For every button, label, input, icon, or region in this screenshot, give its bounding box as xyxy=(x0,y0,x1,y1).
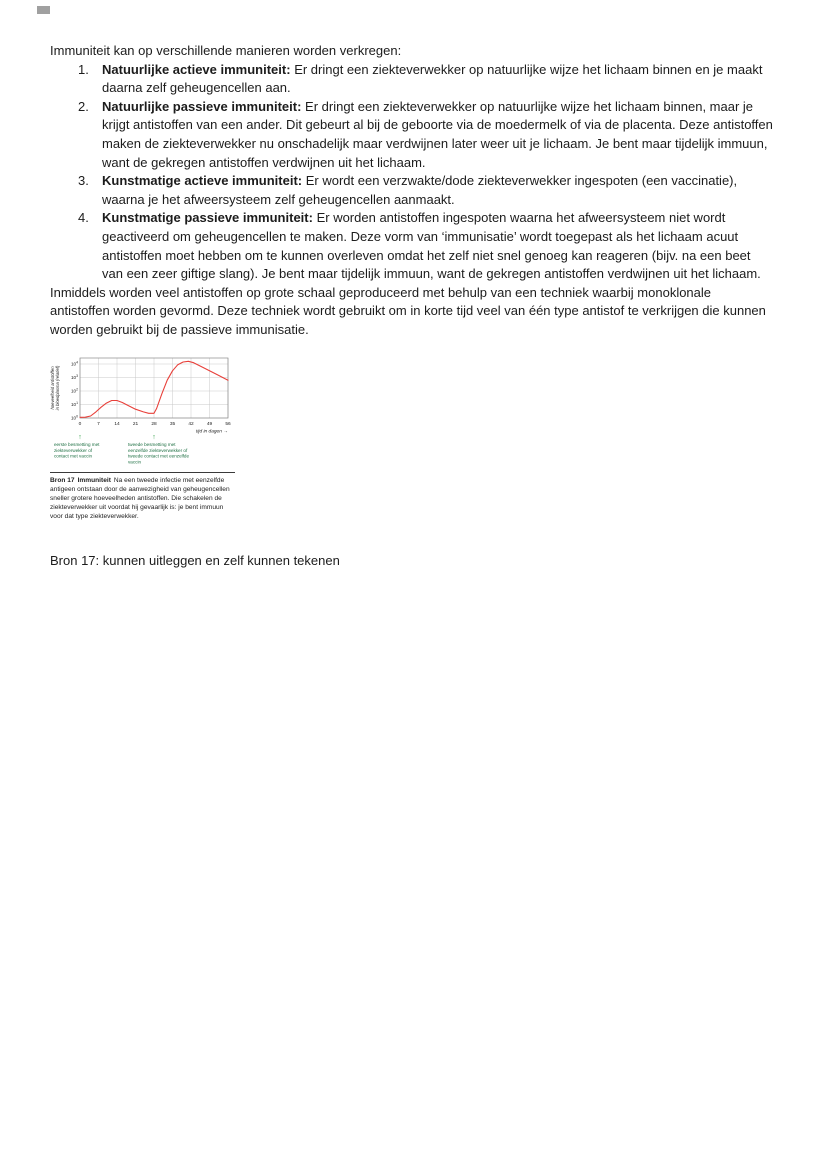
svg-text:0: 0 xyxy=(78,421,82,427)
svg-text:104: $10^4$ xyxy=(70,360,78,367)
svg-text:103: $10^3$ xyxy=(70,373,78,380)
svg-text:101: $10^1$ xyxy=(70,400,78,407)
bron17-figure xyxy=(50,354,238,522)
svg-text:7: 7 xyxy=(97,421,100,427)
list-item-title: Kunstmatige passieve immuniteit: xyxy=(102,210,313,226)
svg-text:35: 35 xyxy=(169,421,176,427)
closing-paragraph: Inmiddels worden veel antistoffen op grote schaal geproduceerd met behulp van een techniek waarbij monoklonale antistoffen worden gevormd. Deze techniek wordt gebruikt om in korte tijd veel van één type antistof te verkrijgen die kunnen worden gebruikt bij de passieve immunisatie. xyxy=(50,284,766,337)
list-item xyxy=(78,61,774,98)
svg-text:102: $10^2$ xyxy=(70,387,78,394)
immunity-chart-svg xyxy=(50,354,235,470)
svg-text:tweede contact met eenzelfde: tweede contact met eenzelfde xyxy=(128,453,190,459)
figure-caption-text: Na een tweede infectie met eenzelfde antigeen ontstaan door de aanwezigheid van geheugencellen sneller grotere hoeveelheden antistoffen. Die schakelen de ziekteverwekker uit voordat hij gevaarlijk is: je bent immuun voor dat type ziekteverwekker. xyxy=(50,476,230,521)
svg-text:28: 28 xyxy=(151,421,157,427)
svg-text:42: 42 xyxy=(188,421,194,427)
list-item xyxy=(78,209,774,283)
svg-text:56: 56 xyxy=(225,421,231,427)
svg-text:21: 21 xyxy=(132,421,139,427)
list-item xyxy=(78,172,774,209)
list-item-number: 2. xyxy=(78,98,89,114)
bron17-note: Bron 17: kunnen uitleggen en zelf kunnen tekenen xyxy=(50,552,340,568)
svg-text:14: 14 xyxy=(114,421,120,427)
list-item-number: 1. xyxy=(78,61,89,77)
list-item-text xyxy=(102,61,774,98)
svg-text:tweede besmetting met: tweede besmetting met xyxy=(128,441,176,447)
document-content xyxy=(0,0,828,570)
svg-text:tijd in dagen →: tijd in dagen → xyxy=(196,429,228,434)
list-item-title: Kunstmatige actieve immuniteit: xyxy=(102,173,303,189)
svg-text:↑: ↑ xyxy=(78,433,82,441)
figure-caption-title: Immuniteit xyxy=(77,476,111,484)
screen-artifact xyxy=(37,6,50,14)
figure-divider xyxy=(50,472,235,473)
list-item-body: Er dringt een ziekteverwekker op natuurlijke wijze het lichaam binnen, maar je krijgt antistoffen van een ander. Dit gebeurt al bij de geboorte via de moedermelk of via de placenta. Deze antistoffen maken de ziekteverwekker nu onschadelijk maar verdwijnen later weer uit je lichaam. Je bent maar tijdelijk immuun, want de gekregen antistoffen verdwijnen uit het lichaam. xyxy=(102,98,773,170)
svg-text:contact met vaccin: contact met vaccin xyxy=(54,453,93,459)
svg-text:eenzelfde ziekteverwekker of: eenzelfde ziekteverwekker of xyxy=(128,447,188,453)
list-item-title: Natuurlijke passieve immuniteit: xyxy=(102,98,302,114)
svg-text:↑: ↑ xyxy=(152,433,156,441)
figure-caption xyxy=(50,476,235,522)
list-item-number: 4. xyxy=(78,210,89,226)
list-item-text xyxy=(102,209,774,283)
svg-text:vaccin: vaccin xyxy=(128,458,142,464)
list-item-number: 3. xyxy=(78,173,89,189)
svg-text:100: $10^0$ xyxy=(70,414,78,421)
svg-text:ziekteverwekker of: ziekteverwekker of xyxy=(54,447,93,453)
immunity-types-list xyxy=(78,61,774,284)
svg-text:49: 49 xyxy=(206,421,213,427)
list-item-text xyxy=(102,98,774,172)
list-item-body: Er dringt een ziekteverwekker op natuurlijke wijze het lichaam binnen en je maakt daarna zelf geheugencellen aan. xyxy=(102,61,763,96)
svg-text:eerste besmetting met: eerste besmetting met xyxy=(54,441,100,447)
list-item-title: Natuurlijke actieve immuniteit: xyxy=(102,61,291,77)
list-item xyxy=(78,98,774,172)
list-item-text xyxy=(102,172,774,209)
intro-paragraph: Immuniteit kan op verschillende manieren worden verkregen: xyxy=(50,43,402,58)
list-item-body: Er wordt een verzwakte/dode ziekteverwekker ingespoten (een vaccinatie), waarna je het afweersysteem zelf geheugencellen aanmaakt. xyxy=(102,173,738,207)
figure-caption-label: Bron 17 xyxy=(50,476,75,484)
svg-text:hoeveelheid antistoffenin bloe: hoeveelheid antistoffenin bloedplasma (relatief) xyxy=(50,365,60,410)
list-item-body: Er worden antistoffen ingespoten waarna het afweersysteem niet wordt geactiveerd om geheugencellen te maken. Deze vorm van ‘immunisatie’ wordt toegepast als het lichaam acuut antistoffen moet hebben om te kunnen overleven omdat het zelf niet snel genoeg kan reageren (bijv. na een beet van een zeer giftige slang). Je bent maar tijdelijk immuun, want de gekregen antistoffen verdwijnen uit het lichaam. xyxy=(102,210,761,282)
